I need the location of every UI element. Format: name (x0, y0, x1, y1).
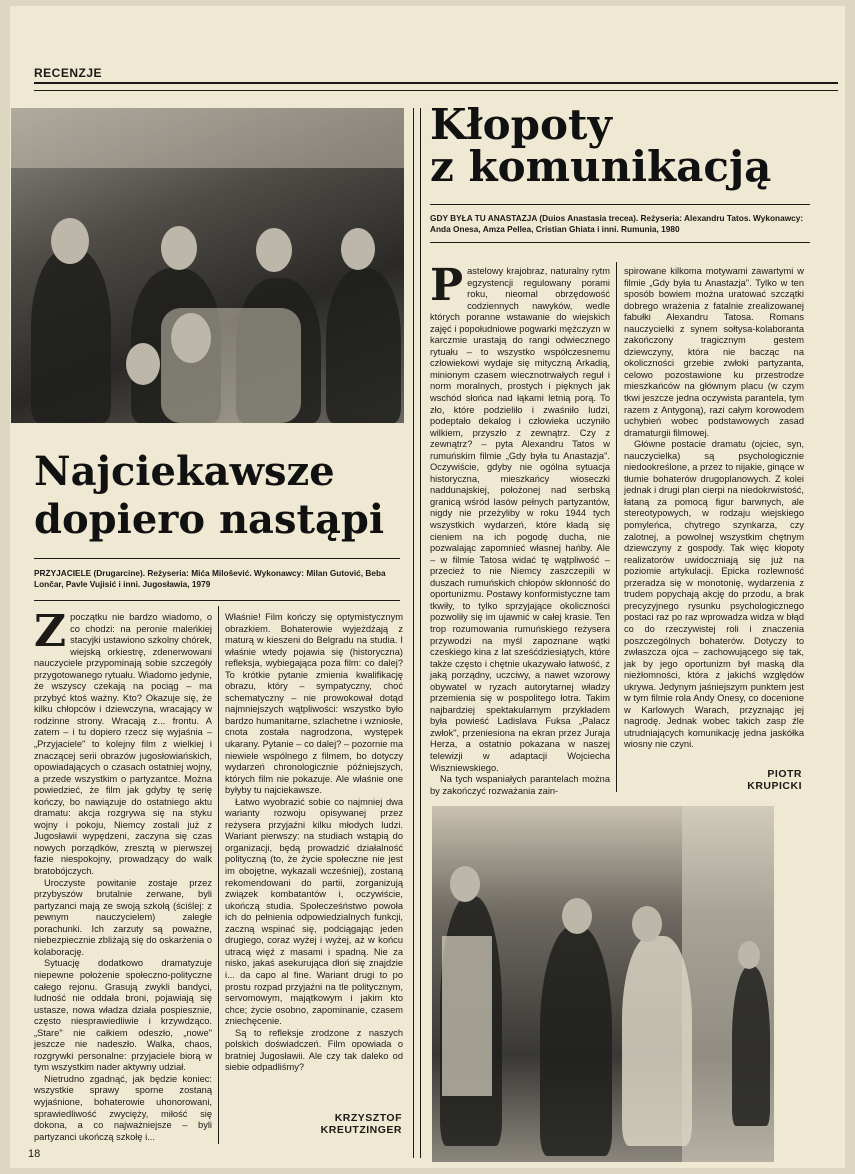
author-kreutzinger: KRZYSZTOF KREUTZINGER (320, 1112, 402, 1136)
credits-anastazja: GDY BYŁA TU ANASTAZJA (Duios Anastasia trecea). Reżyseria: Alexandru Tatos. Wykonawcy: Anda Onesa, Amza Pellea, Cristian Ghiata i inni. Rumunia, 1980 (430, 213, 804, 234)
paragraph: Sytuację dodatkowo dramatyzuje niepewne położenie społeczno-polityczne całego rejonu. Grasują zwykli bandyci, ludność nie oddała broni, pojawiają się ustasze, nowa władza działa pospiesznie, często niesprawiedliwie i krzywdząco. „Stare" nie całkiem odeszło, „nowe" jeszcze nie nadeszło. Walka, chaos, rozgrywki personalne: przyjaciele biorą w tym wszystkim nader aktywny udział. (34, 958, 212, 1073)
paragraph: Na tych wspaniałych parantelach można by zakończyć rozważania zain- (430, 774, 610, 796)
headline-rule (430, 204, 810, 205)
paragraph: Nietrudno zgadnąć, jak będzie koniec: wszystkie sprawy sporne zostaną wyjaśnione, bohaterowie uhonorowani, sprawiedliwość zwycięży, miłość się dokona, a co najważniejsze – byli partyzanci ukończą szkołę i... (34, 1073, 212, 1142)
column-rule (420, 108, 421, 1158)
top-rule-thin (34, 90, 838, 91)
paragraph: Pastelowy krajobraz, naturalny rytm egzystencji regulowany porami roku, nieomal obrzędowość codziennych nawyków, wedle których poranne wstawanie do wiejskich zajęć i popołudniowe pogwarki mężczyzn w karczmie urastają do rangi odwiecznego rytuału – to wszystko współczesnemu człowiekowi wydaje się mityczną Arkadią, minionym czasem wiecznotrwałych reguł i norm moralnych, prostych i pięknych jak wschód słońca nad łąkami letnią porą. To zło, które podzieliło i zwaśniło ludzi, podeptało dekalog i człowieka uczyniło wilkiem, przyszło z zewnątrz. Czy z zewnątrz? – pyta Alexandru Tatos w rumuńskim filmie „Gdy była tu Anastazja". Oczywiście, gdyby nie ogólna sytuacja historyczna, mieszkańcy wioseczki naddunajskiej, położonej nad serbską granicą wśród lasów pełnych partyzantów, nigdy nie przeżyliby w roku 1944 tych wszystkich wydarzeń, które kładą się cieniem na ich pogodę ducha, nie pozwalając zapomnieć własnej hańby. Ale – w filmie Tatosa widać tę wątpliwość – przecież to nie Niemcy zaszczepili w duszach rumuńskich chłopów skłonność do oportunizmu. Postawy konformistyczne tam tkwiły, to tylko sprzyjające okoliczności pozwoliły się im ujawnić w całej krasie. Ten trop rozumowania rumuńskiego reżysera przywodzi na myśl zapoznane wątki czeskiego kina z lat sześćdziesiątych, które także często i chętnie ukazywało łatwość, z jaką porządny, uczciwy, a nawet wzorowy obywatel w ryzach autorytarnej władzy przemienia się w pospolitego łotra. Takim najbardziej spektakularnym przykładem była powieść Ladislava Fuksa „Palacz zwłok", przeniesiona na ekran przez Juraja Herza, a ostatnio pokazana w naszej telewizji w adaptacji Wojciecha Wiszniewskiego. (430, 260, 610, 773)
headline-line: Kłopoty (430, 100, 612, 149)
article-column (430, 260, 610, 797)
headline-line: dopiero nastąpi (34, 496, 385, 543)
drop-cap: P (430, 260, 464, 311)
paragraph: Uroczyste powitanie zostaje przez przybyszów brutalnie zerwane, byli partyzanci mają ze swoją szkołą (ściślej: z pewnym nauczycielem) zaległe porachunki. Ich zarzuty są poważne, niebezpiecznie zbliżają się do oskarżenia o kolaborację. (34, 877, 212, 957)
paragraph: Zpoczątku nie bardzo wiadomo, o co chodzi: na peronie maleńkiej stacyjki ustawiono szkolny chórek, wiejską orkiestrę, zdenerwowani nauczyciele przypominają sobie szczegóły przygotowanego rytuału. Wiadomo jedynie, że wszyscy czekają na pociąg – ma przybyć ktoś ważny. Kto? Okazuje się, że kilku chłopców i dziewczyna, wracający w rodzinne strony. Wracają z... frontu. A zatem – i tu dopiero rzecz się wyjaśnia – „Przyjaciele" to kolejny film z wielkiej i znaczącej serii obrazów jugosłowiańskich, opowiadających o czasach ostatniej wojny, a przede wszystkim o partyzantce. Można powiedzieć, że film jak gdyby tę serię kończy, bo nawiązuje do ostatniego aktu dramatu: akcja rozgrywa się na styku wojny i pokoju, Niemcy zostali już z Jugosławii wypędzeni, zaczyna się czas nowych porządków, zresztą w pierwszej fazie niespokojny, prowadzący do walk bratobójczych. (34, 606, 212, 877)
film-still-przyjaciele (11, 108, 404, 423)
column-rule (413, 108, 414, 1158)
paragraph: Główne postacie dramatu (ojciec, syn, nauczycielka) są psychologicznie niedookreślone, a przez to nijakie, ginące w tłumie bohaterów drugoplanowych. Z kolei jednak i drugi plan cierpi na niedokrwistość, łataną za pomocą figur barwnych, ale stereotypowych, w rodzaju wiejskiego pomyleńca, chytrego szynkarza, czy zalotnej, a powolnej wszystkim chętnym dziewczyny z gospody. Tak więc kłopoty realizatorów uwidoczniają się już na poziomie artykulacji. Epicka rozlewność przeradza się w monotonię, wydarzenia z trudem popychają akcję do przodu, a brak precyzyjnego rysunku psychologicznego postaci raz po raz wprowadza widza w błąd co do rzeczywistej roli i znaczenia poszczególnych bohaterów. Dotyczy to zwłaszcza ojca – zachowującego się tak, jak by jego oportunizm był maską dla nieżłomności, która z jakichś względów ukrywa. Jedynym jaśniejszym punktem jest w tym filmie rola Andy Onesy, co docenione w Karlowych Warach, przyznając jej nagrodę. Jednak wobec takich zasp źle utrudniających komunikację jedna jaskółka wiosny nie czyni. (624, 439, 804, 750)
paragraph: spirowane kilkoma motywami zawartymi w filmie „Gdy była tu Anastazja". Tylko w ten sposób bowiem można uratować szczątki dobrego wrażenia z fatalnie zrealizowanej fabułki Alexandru Tatosa. Romans nauczycielki z synem sołtysa-kolaboranta zakończony tragicznym gestem dziewczyny, która nie bacząc na okoliczności grzebie zwłoki partyzanta, celowo pozostawione ku przestrodze mieszkańców na głównym placu (w czym tkwi jeszcze jedna oczywista parantela, tym razem z Antygoną), razi całym korowodem uchybień wobec podstawowych zasad dramaturgii filmowej. (624, 266, 804, 438)
section-label: RECENZJE (34, 66, 103, 80)
article-column (624, 266, 804, 751)
credits-przyjaciele: PRZYJACIELE (Drugarcine). Reżyseria: Mića Milošević. Wykonawcy: Milan Gutović, Beba Lončar, Pavle Vujisić i inni. Jugosławia, 1979 (34, 568, 386, 589)
headline-line: z komunikacją (430, 142, 772, 191)
paragraph: Właśnie! Film kończy się optymistycznym obrazkiem. Bohaterowie wyjeżdżają z maturą w kieszeni do Belgradu na studia. I właśnie wtedy pojawia się (historyczna) refleksja, wybiegająca poza film: co dalej? To krótkie pytanie zmienia kwalifikację obrazu, który – sympatyczny, choć schematyczny – nie prowokował dotąd najmniejszych wątpliwości: wszystko było bardzo humanitarne, szlachetne i wzniosłe, cnota została nagrodzona, występek ukarany. Pytanie – co dalej? – pozornie ma niewiele wspólnego z filmem, bo dotyczy wydarzeń chronologicznie późniejszych, których film nie pokazuje. Ale właśnie one byłyby tu najciekawsze. (225, 612, 403, 796)
article-column (34, 606, 212, 1143)
author-krupicki: PIOTR KRUPICKI (747, 768, 802, 792)
headline-najciekawsze (34, 448, 384, 544)
column-rule (218, 606, 219, 1144)
article-column (225, 612, 403, 1074)
page-number: 18 (28, 1148, 41, 1160)
top-rule (34, 82, 838, 84)
column-rule (616, 262, 617, 792)
drop-cap: Z (34, 606, 67, 657)
headline-line: Najciekawsze (34, 448, 335, 495)
paragraph: Łatwo wyobrazić sobie co najmniej dwa warianty rozwoju opisywanej przez reżysera przyjaźni kilku młodych ludzi. Wariant pierwszy: na studiach wstąpią do organizacji, będą prowadzić działalność polityczną (to, że życie społeczne nie jest im obojętne, wykazali wcześniej), zostaną rekomendowani do partii, zorganizują związek kombatantów i, oczywiście, ukończą studia. Społecześństwo powoła ich do pełnienia odpowiedzialnych funkcji, zaczną wspinać się, podciągając jeden drugiego, coraz wyżej i wyżej, aż w końcu utracą więź z masami i spadną. Nie za nisko, jakaś asekurująca dłoń się znajdzie i... da capo al fine. Wariant drugi to po prostu rozpad przyjaźni na tle politycznym, servomowym, majątkowym i jakim kto chce; życie osobno, zapominanie, czasem zniechęcenie. (225, 796, 403, 1027)
headline-klopoty (430, 100, 772, 191)
headline-rule (34, 558, 400, 559)
paragraph: Są to refleksje zrodzone z naszych polskich doświadczeń. Film opowiada o bratniej Jugosławii. Ale czy tak daleko od siebie odpadliśmy? (225, 1027, 403, 1073)
credits-rule (430, 242, 810, 243)
film-still-anastazja (432, 806, 774, 1162)
credits-rule (34, 600, 400, 601)
